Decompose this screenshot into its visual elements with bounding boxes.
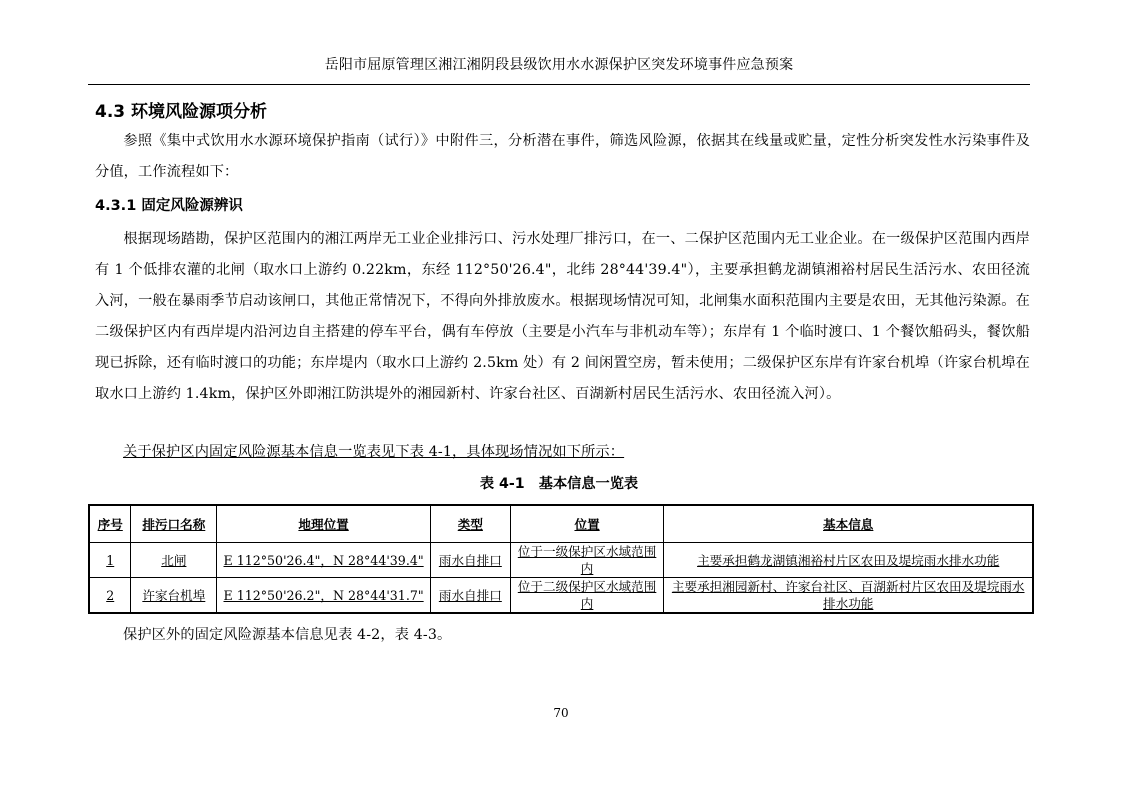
page-number: 70 — [553, 706, 569, 720]
header-info: 基本信息 — [664, 505, 1033, 543]
header-type: 类型 — [430, 505, 510, 543]
subsection-heading: 4.3.1 固定风险源辨识 — [95, 198, 243, 214]
document-header: 岳阳市屈原管理区湘江湘阴段县级饮用水水源保护区突发环境事件应急预案 — [324, 57, 794, 73]
header-position: 位置 — [510, 505, 664, 543]
section-intro-paragraph: 参照《集中式饮用水水源环境保护指南（试行）》中附件三，分析潜在事件，筛选风险源，依据其在线量或贮量，定性分析突发性水污染事件及分值，工作流程如下： — [95, 133, 1030, 180]
cell-position: 位于二级保护区水域范围内 — [510, 578, 664, 614]
cell-type: 雨水自排口 — [430, 543, 510, 578]
table-row — [89, 578, 1033, 614]
risk-source-table — [88, 504, 1034, 614]
section-heading: 4.3 环境风险源项分析 — [95, 102, 268, 122]
header-name: 排污口名称 — [131, 505, 217, 543]
table-row — [89, 543, 1033, 578]
table-header-row — [89, 505, 1033, 543]
after-table-paragraph: 保护区外的固定风险源基本信息见表 4-2，表 4-3。 — [123, 627, 452, 643]
cell-info: 主要承担湘园新村、许家台社区、百湖新村片区农田及堤垸雨水排水功能 — [664, 578, 1033, 614]
cell-location: E 112°50'26.2"，N 28°44'31.7" — [217, 578, 431, 614]
table-reference-line: 关于保护区内固定风险源基本信息一览表见下表 4-1，具体现场情况如下所示： — [123, 444, 625, 460]
header-seq: 序号 — [89, 505, 131, 543]
subsection-body-paragraph: 根据现场踏勘，保护区范围内的湘江两岸无工业企业排污口、污水处理厂排污口，在一、二保护区范围内无工业企业。在一级保护区范围内西岸有 1 个低排农灌的北闸（取水口上游约 0.22km，东经 112°50'26.4"，北纬 28°44'39.4"），主要承担鹤龙湖镇湘裕村居民生活污水、农田径流入河，一般在暴雨季节启动该闸口，其他正常情况下，不得向外排放废水。根据现场情况可知，北闸集水面积范围内主要是农田，无其他污染源。在二级保护区内有西岸堤内沿河边自主搭建的停车平台，偶有车停放（主要是小汽车与非机动车等）；东岸有 1 个临时渡口、1 个餐饮船码头，餐饮船现已拆除，还有临时渡口的功能；东岸堤内（取水口上游约 2.5km 处）有 2 间闲置空房，暂未使用；二级保护区东岸有许家台机埠（许家台机埠在取水口上游约 1.4km，保护区外即湘江防洪堤外的湘园新村、许家台社区、百湖新村居民生活污水、农田径流入河）。 — [95, 231, 1030, 402]
cell-info: 主要承担鹤龙湖镇湘裕村片区农田及堤垸雨水排水功能 — [664, 543, 1033, 578]
cell-name: 许家台机埠 — [131, 578, 217, 614]
cell-seq: 2 — [89, 578, 131, 614]
cell-type: 雨水自排口 — [430, 578, 510, 614]
table-caption: 表 4-1 基本信息一览表 — [479, 476, 639, 492]
cell-name: 北闸 — [131, 543, 217, 578]
cell-seq: 1 — [89, 543, 131, 578]
cell-location: E 112°50'26.4"，N 28°44'39.4" — [217, 543, 431, 578]
cell-position: 位于一级保护区水域范围内 — [510, 543, 664, 578]
header-divider — [88, 84, 1030, 85]
header-location: 地理位置 — [217, 505, 431, 543]
